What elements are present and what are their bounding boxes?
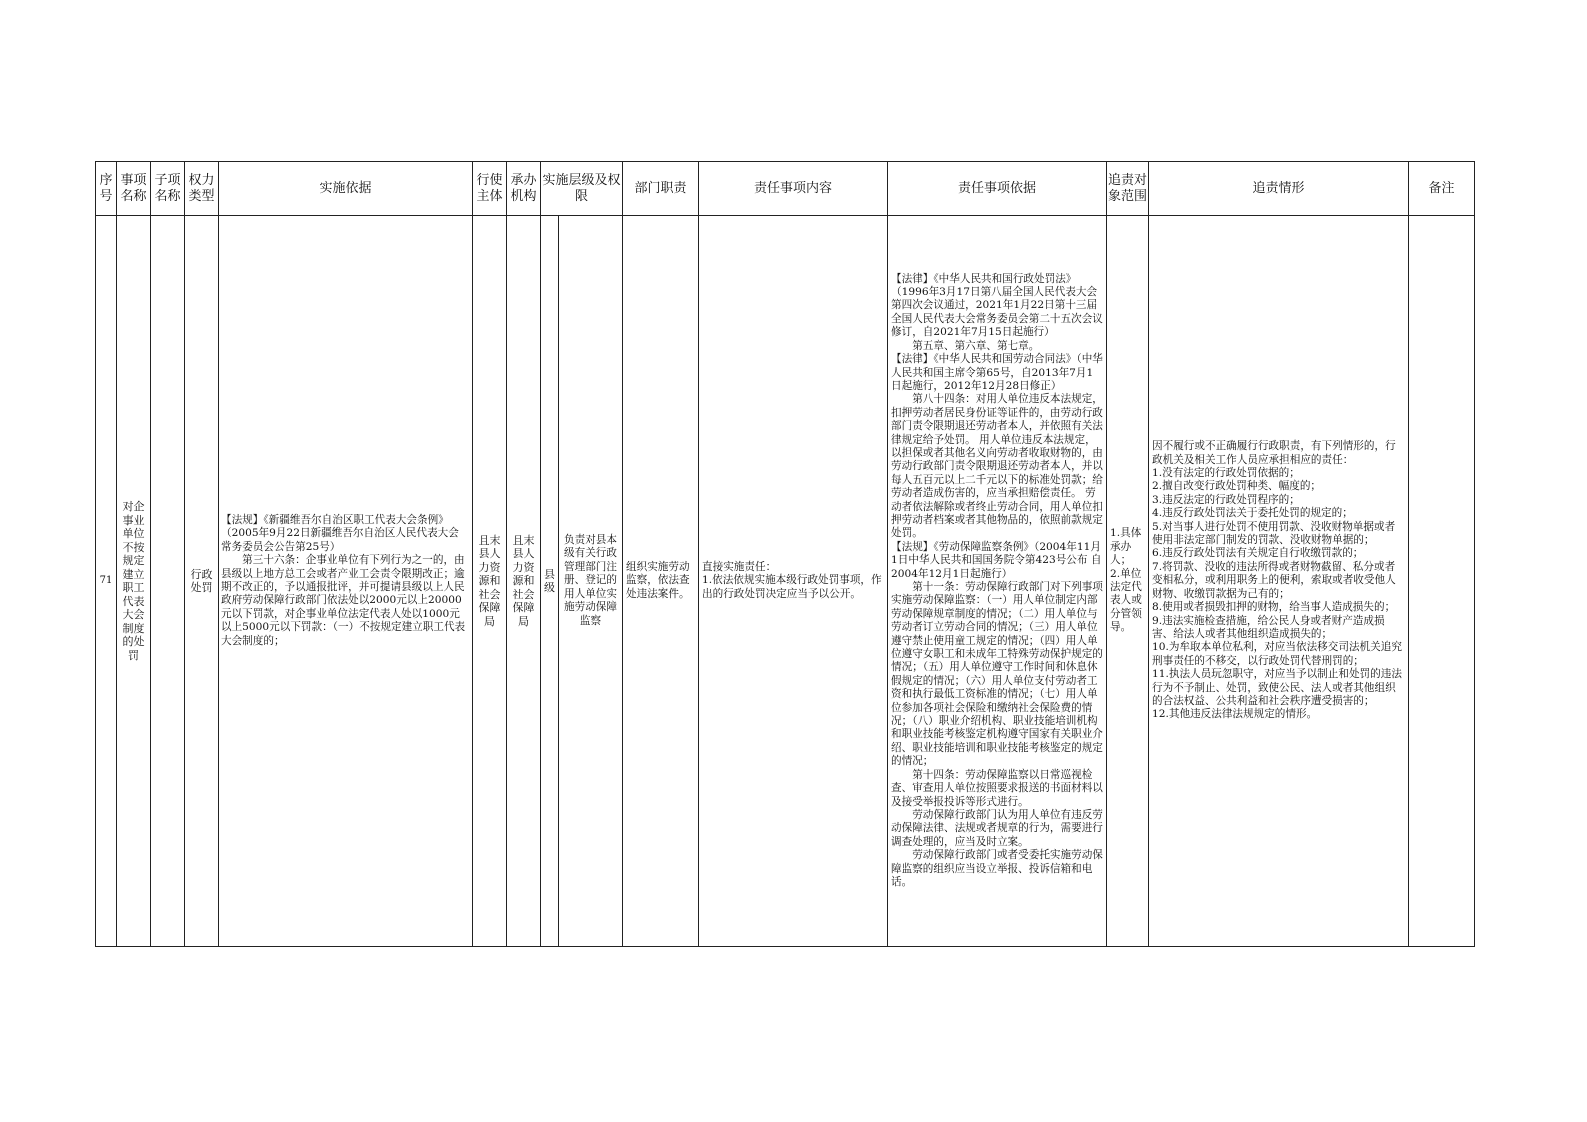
cell-seq: 71	[96, 216, 117, 947]
cell-resp-basis: 【法律】《中华人民共和国行政处罚法》（1996年3月17日第八届全国人民代表大会第四次会议通过，2021年1月22日第十三届全国人民代表大会常务委员会第二十五次会议修订，自2021年7月15日起施行） 第五章、第六章、第七章。 【法律】《中华人民共和国劳动合同法》（中华人民共和国主席令第65号，自2013年7月1日起施行，2012年12月28日修正） 第八十四条：对用人单位违反本法规定，扣押劳动者居民身份证等证件的，由劳动行政部门责令限期退还劳动者本人，并依照有关法律规定给予处罚。 用人单位违反本法规定，以担保或者其他名义向劳动者收取财物的，由劳动行政部门责令限期退还劳动者本人，并以每人五百元以上二千元以下的标准处罚款；给劳动者造成伤害的，应当承担赔偿责任。 劳动者依法解除或者终止劳动合同，用人单位扣押劳动者档案或者其他物品的，依照前款规定处罚。 【法规】《劳动保障监察条例》（2004年11月1日中华人民共和国国务院令第423号公布 自2004年12月1日起施行） 第十一条：劳动保障行政部门对下列事项实施劳动保障监察：（一）用人单位制定内部劳动保障规章制度的情况；（二）用人单位与劳动者订立劳动合同的情况；（三）用人单位遵守禁止使用童工规定的情况；（四）用人单位遵守女职工和未成年工特殊劳动保护规定的情况；（五）用人单位遵守工作时间和休息休假规定的情况；（六）用人单位支付劳动者工资和执行最低工资标准的情况；（七）用人单位参加各项社会保险和缴纳社会保险费的情况；（八）职业介绍机构、职业技能培训机构和职业技能考核鉴定机构遵守国家有关职业介绍、职业技能培训和职业技能考核鉴定的规定的情况； 第十四条：劳动保障监察以日常巡视检查、审查用人单位按照要求报送的书面材料以及接受举报投诉等形式进行。 劳动保障行政部门认为用人单位有违反劳动保障法律、法规或者规章的行为，需要进行调查处理的，应当及时立案。 劳动保障行政部门或者受委托实施劳动保障监察的组织应当设立举报、投诉信箱和电话。	[888, 216, 1107, 947]
header-basis: 实施依据	[219, 162, 473, 216]
table-row	[96, 216, 1475, 947]
header-resp-basis: 责任事项依据	[888, 162, 1107, 216]
responsibility-table	[95, 161, 1475, 947]
header-level: 实施层级及权限	[541, 162, 623, 216]
cell-scope: 1.具体承办人； 2.单位法定代表人或分管领导。	[1107, 216, 1149, 947]
cell-power-type: 行政处罚	[185, 216, 219, 947]
header-subitem-name: 子项名称	[151, 162, 185, 216]
cell-agency: 且末县人力资源和社会保障局	[507, 216, 541, 947]
header-seq: 序号	[96, 162, 117, 216]
header-agency: 承办机构	[507, 162, 541, 216]
cell-subitem-name	[151, 216, 185, 947]
cell-remark	[1409, 216, 1475, 947]
cell-subject: 且末县人力资源和社会保障局	[473, 216, 507, 947]
cell-level-detail: 负责对县本级有关行政管理部门注册、登记的用人单位实施劳动保障监察	[559, 216, 623, 947]
cell-basis: 【法规】《新疆维吾尔自治区职工代表大会条例》（2005年9月22日新疆维吾尔自治区人民代表大会常务委员会公告第25号） 第三十六条：企事业单位有下列行为之一的，由县级以上地方总工会或者产业工会责令限期改正；逾期不改正的，予以通报批评，并可提请县级以上人民政府劳动保障行政部门依法处以2000元以上20000元以下罚款，对企事业单位法定代表人处以1000元以上5000元以下罚款：（一）不按规定建立职工代表大会制度的；	[219, 216, 473, 947]
header-resp-content: 责任事项内容	[699, 162, 888, 216]
header-remark: 备注	[1409, 162, 1475, 216]
cell-accountability: 因不履行或不正确履行行政职责，有下列情形的，行政机关及相关工作人员应承担相应的责任： 1.没有法定的行政处罚依据的； 2.擅自改变行政处罚种类、幅度的； 3.违反法定的行政处罚程序的； 4.违反行政处罚法关于委托处罚的规定的； 5.对当事人进行处罚不使用罚款、没收财物单据或者使用非法定部门制发的罚款、没收财物单据的； 6.违反行政处罚法有关规定自行收缴罚款的； 7.将罚款、没收的违法所得或者财物截留、私分或者变相私分，或利用职务上的便利，索取或者收受他人财物、收缴罚款据为己有的； 8.使用或者损毁扣押的财物，给当事人造成损失的； 9.违法实施检查措施，给公民人身或者财产造成损害、给法人或者其他组织造成损失的； 10.为牟取本单位私利，对应当依法移交司法机关追究刑事责任的不移交，以行政处罚代替刑罚的； 11.执法人员玩忽职守，对应当予以制止和处罚的违法行为不予制止、处罚，致使公民、法人或者其他组织的合法权益、公共利益和社会秩序遭受损害的； 12.其他违反法律法规规定的情形。	[1149, 216, 1409, 947]
header-dept-duty: 部门职责	[623, 162, 699, 216]
header-item-name: 事项名称	[117, 162, 151, 216]
cell-level: 县级	[541, 216, 559, 947]
cell-item-name: 对企事业单位不按规定建立职工代表大会制度的处罚	[117, 216, 151, 947]
header-row	[96, 162, 1475, 216]
header-scope: 追责对象范围	[1107, 162, 1149, 216]
header-accountability: 追责情形	[1149, 162, 1409, 216]
cell-dept-duty: 组织实施劳动监察，依法查处违法案件。	[623, 216, 699, 947]
header-power-type: 权力类型	[185, 162, 219, 216]
cell-resp-content: 直接实施责任： 1.依法依规实施本级行政处罚事项，作出的行政处罚决定应当予以公开。	[699, 216, 888, 947]
header-subject: 行使主体	[473, 162, 507, 216]
